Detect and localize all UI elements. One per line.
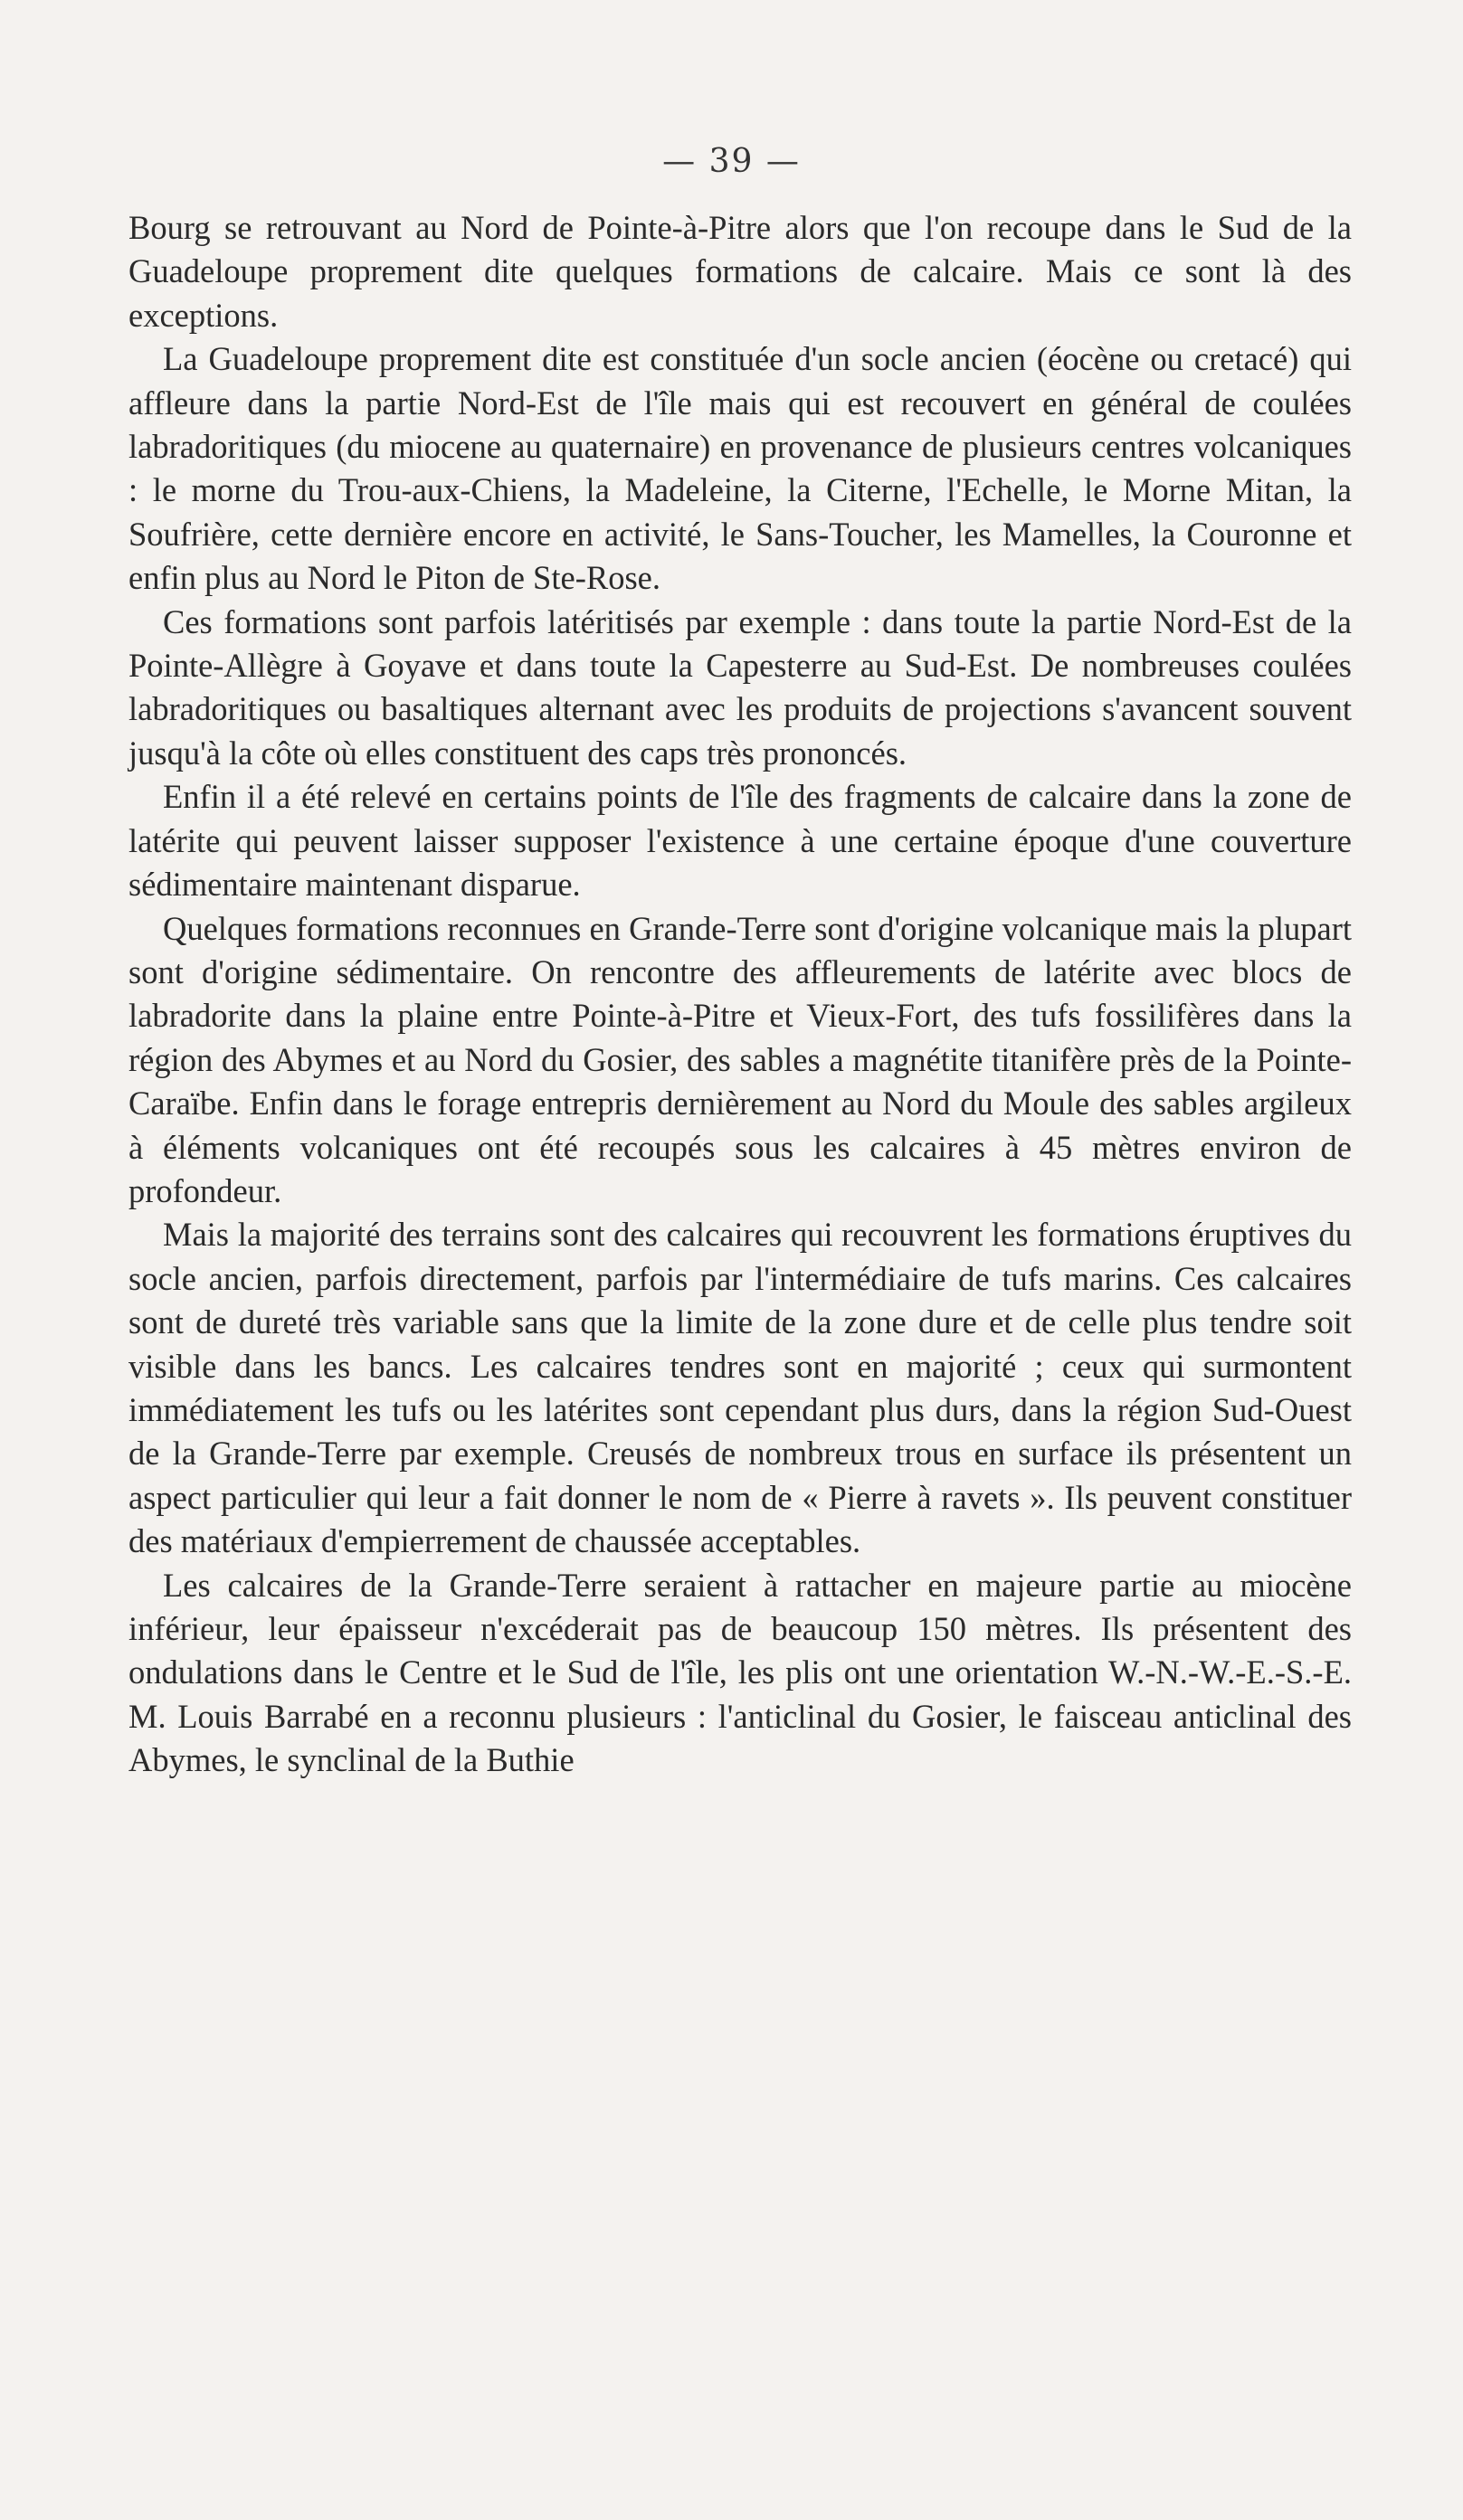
paragraph-calcaires-miocene: Les calcaires de la Grande-Terre seraient à rattacher en majeure partie au miocène inférieur, leur épaisseur n'excéderait pas de beaucoup 150 mètres. Ils présentent des ondulations dans le Centre et le Sud de l'île, les plis ont une orientation W.-N.-W.-E.-S.-E. M. Louis Barrabé en a reconnu plusieurs : l'anticlinal du Gosier, le faisceau anticlinal des Abymes, le synclinal de la Buthie [128, 1566, 1352, 1779]
paragraph-grande-terre-formations: Quelques formations reconnues en Grande-Terre sont d'origine volcanique mais la plupart sont d'origine sédimentaire. On rencontre des affleurements de latérite avec blocs de labradorite dans la plaine entre Pointe-à-Pitre et Vieux-Fort, des tufs fossilifères dans la région des Abymes et au Nord du Gosier, des sables a magnétite titanifère près de la Pointe-Caraïbe. Enfin dans le forage entrepris dernièrement au Nord du Moule des sables argileux à éléments volcaniques ont été recoupés sous les calcaires à 45 mètres environ de profondeur. [128, 909, 1352, 1209]
body-text [128, 206, 1352, 1783]
page-number: — 39 — [662, 143, 801, 180]
paragraph-fragments-calcaire: Enfin il a été relevé en certains points de l'île des fragments de calcaire dans la zone de latérite qui peuvent laisser supposer l'existence à une certaine époque d'une couverture sédimentaire maintenant disparue. [128, 778, 1352, 904]
paragraph-formations-lateritisees: Ces formations sont parfois latéritisés par exemple : dans toute la partie Nord-Est de la Pointe-Allègre à Goyave et dans toute la Capesterre au Sud-Est. De nombreuses coulées labradoritiques ou basaltiques alternant avec les produits de projections s'avancent souvent jusqu'à la côte où elles constituent des caps très prononcés. [128, 602, 1352, 772]
paragraph-continuation: Bourg se retrouvant au Nord de Pointe-à-Pitre alors que l'on recoupe dans le Sud de la Guadeloupe proprement dite quelques formations de calcaire. Mais ce sont là des exceptions. [128, 209, 1352, 334]
paragraph-guadeloupe-socle: La Guadeloupe proprement dite est constituée d'un socle ancien (éocène ou cretacé) qui affleure dans la partie Nord-Est de l'île mais qui est recouvert en général de coulées labradoritiques (du miocene au quaternaire) en provenance de plusieurs centres volcaniques : le morne du Trou-aux-Chiens, la Madeleine, la Citerne, l'Echelle, le Morne Mitan, la Soufrière, cette dernière encore en activité, le Sans-Toucher, les Mamelles, la Couronne et enfin plus au Nord le Piton de Ste-Rose. [128, 340, 1352, 597]
paragraph-calcaires-majorite: Mais la majorité des terrains sont des calcaires qui recouvrent les formations éruptives du socle ancien, parfois directement, parfois par l'intermédiaire de tufs marins. Ces calcaires sont de dureté très variable sans que la limite de la zone dure et de celle plus tendre soit visible dans les bancs. Les calcaires tendres sont en majorité ; ceux qui surmontent immédiatement les tufs ou les latérites sont cependant plus durs, dans la région Sud-Ouest de la Grande-Terre par exemple. Creusés de nombreux trous en surface ils présentent un aspect particulier qui leur a fait donner le nom de « Pierre à ravets ». Ils peuvent constituer des matériaux d'empierrement de chaussée acceptables. [128, 1216, 1352, 1560]
